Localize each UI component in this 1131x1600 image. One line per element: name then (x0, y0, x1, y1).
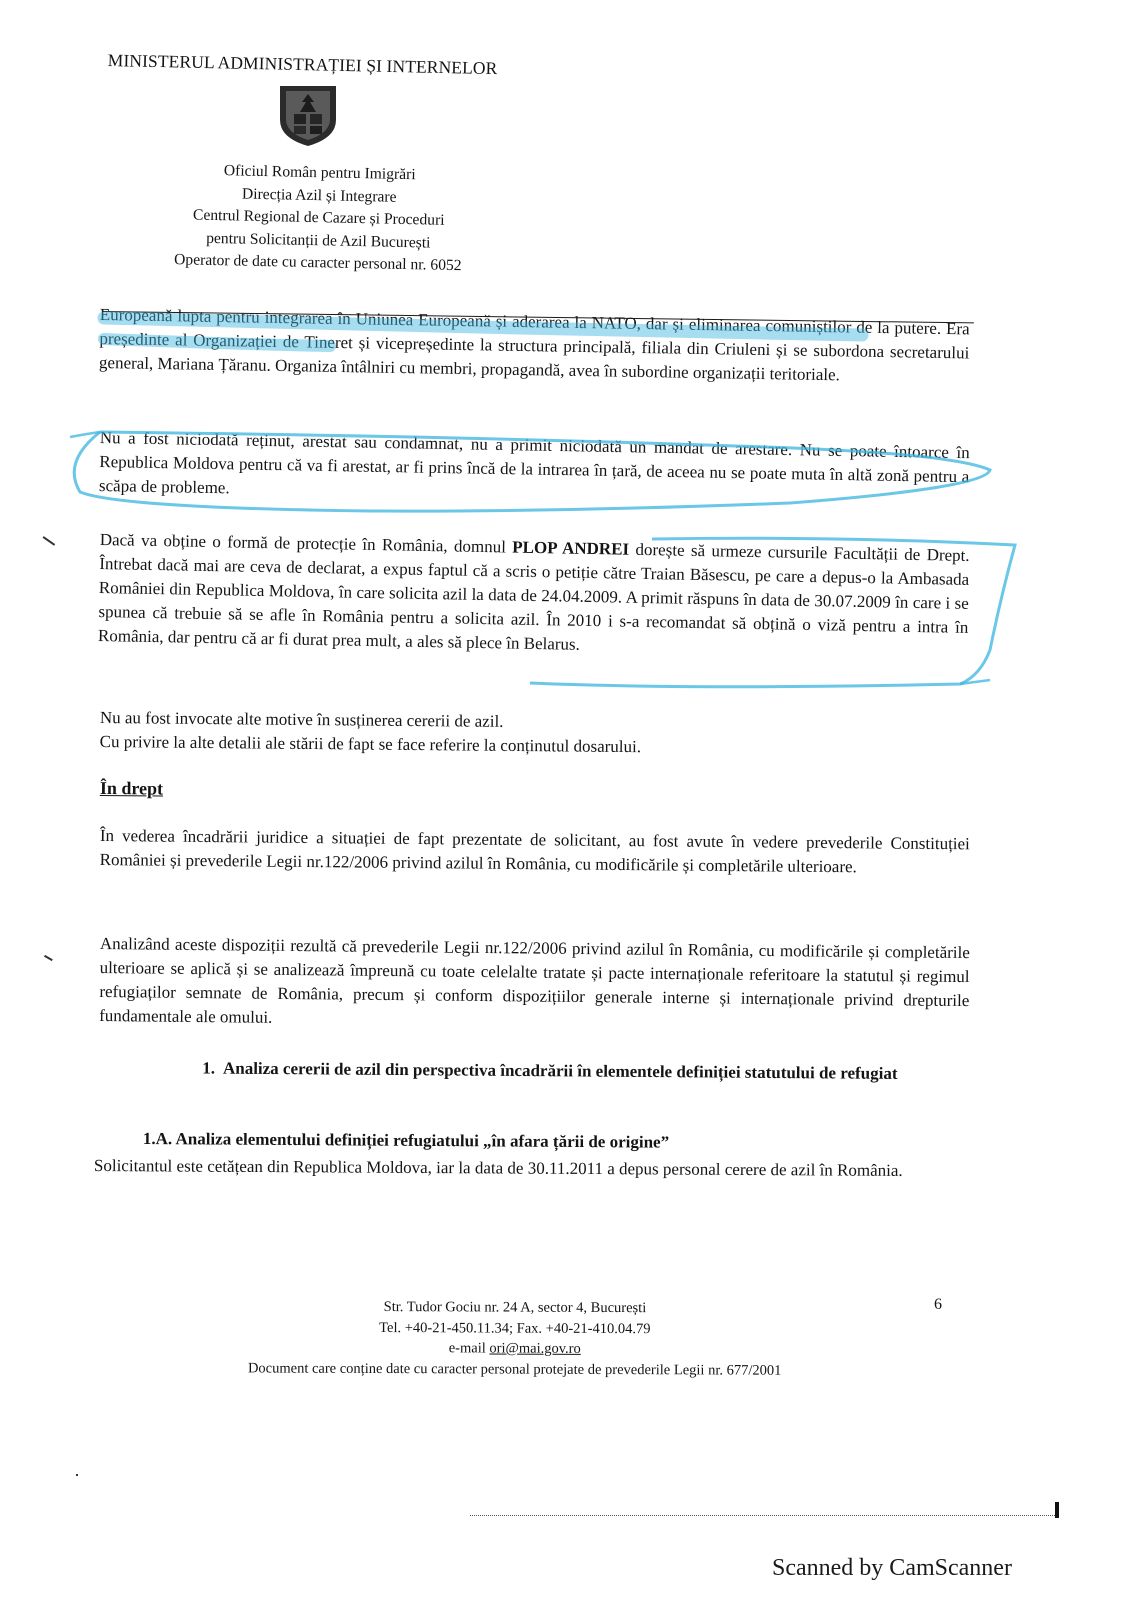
paragraph-text: Solicitantul este cetățean din Republica Moldova, iar la data de 30.11.2011 a depus personal cerere de azil în România. (93, 1156, 903, 1180)
scanner-watermark: Scanned by CamScanner (772, 1555, 1012, 1581)
paragraph-no-arrest (99, 426, 970, 513)
paragraph-petition (98, 528, 970, 664)
email-link[interactable]: ori@mai.gov.ro (489, 1340, 581, 1357)
paragraph-no-other-motives (100, 706, 970, 762)
highlight-bracket-tail (960, 680, 990, 684)
section-title-text: Analiza cererii de azil din perspectiva încadrării în elementele definiției statutului de refugiat (222, 1058, 898, 1083)
footer-phone: Tel. +40-21-450.11.34; Fax. +40-21-410.04.79 (379, 1319, 651, 1337)
ministry-title: MINISTERUL ADMINISTRAȚIEI ȘI INTERNELOR (107, 50, 498, 79)
office-line: Direcția Azil și Integrare (241, 185, 397, 206)
paragraph-legal-analysis (99, 932, 970, 1037)
scan-dotted-line (470, 1515, 1055, 1516)
paragraph-text: Analizând aceste dispoziții rezultă că prevederile Legii nr.122/2006 privind azilul în România, cu modificările și completările ulterioare se aplică și se analizează împreună cu toate celelalte tratate și pacte internaționale referitoare la statutul și regimul refugiaților semnate de România, precum și conform dispozițiilor generale interne și internaționale privind drepturile fundamentale ale omului. (99, 933, 970, 1027)
paragraph-line: Cu privire la alte detalii ale stării de fapt se face referire la conținutul dosarului. (99, 731, 642, 757)
romanian-coat-of-arms-icon (270, 82, 346, 148)
footer-notice: Document care conține date cu caracter personal protejate de prevederile Legii nr. 677/2001 (247, 1359, 782, 1379)
section-heading-in-drept: În drept (99, 778, 164, 799)
paragraph-text: Europeană lupta pentru integrarea în Uniunea Europeană și aderarea la NATO, dar și eliminarea comuniștilor de la putere. Era președinte al Organizației de Tineret și vicepreședinte la structura principală, filiala din Criuleni și se subordona secretarului general, Mariana Țăranu. Organiza întâlniri cu membri, propagandă, avea în subordine organizații teritoriale. (98, 304, 970, 385)
footer-email-label: e-mail (448, 1340, 490, 1357)
page-footer (150, 1296, 880, 1381)
office-header (118, 158, 520, 279)
footer-address: Str. Tudor Gociu nr. 24 A, sector 4, București (383, 1299, 647, 1317)
scan-mark (44, 955, 53, 961)
scan-mark (43, 536, 55, 545)
office-line: pentru Solicitanții de Azil București (205, 229, 431, 252)
paragraph-text: În vederea încadrării juridice a situației de fapt prezentate de solicitant, au fost avute în vedere prevederile Constituției României și prevederile Legii nr.122/2006 privind azilul în România, cu modificările și completările ulterioare. (99, 825, 970, 877)
paragraph-text: dorește să urmeze cursurile Facultății de Drept. Întrebat dacă mai are ceva de declarat, a expus faptul că a scris o petiție către Traian Băsescu, pe care a depus-o la Ambasada României din Republica Moldova, în care solicita azil la data de 24.04.2009. A primit răspuns în data de 30.07.2009 în care i se spunea că trebuie să se afle în România pentru a solicita azil. În 2010 i s-a recomandat să obțină o viză pentru a intra în România, dar pentru că ar fi durat prea mult, a ales să plece în Belarus. (97, 539, 970, 654)
page-number: 6 (934, 1296, 942, 1313)
office-line: Oficiul Român pentru Imigrări (223, 162, 416, 184)
scan-edge-mark (1055, 1502, 1059, 1518)
paragraph-line: Nu au fost invocate alte motive în susținerea cererii de azil. (99, 707, 504, 731)
office-line: Centrul Regional de Cazare și Proceduri (192, 206, 445, 229)
office-line: Operator de date cu caracter personal nr. 6052 (173, 251, 462, 275)
paragraph-text: Nu a fost niciodată reținut, arestat sau condamnat, nu a primit niciodată un mandat de arestare. Nu se poate întoarce în Republica Moldova pentru că va fi arestat, ar fi prins încă de la intrarea în țară, de aceea nu se poate muta în altă zonă pentru a scăpa de probleme. (98, 427, 970, 498)
applicant-name: PLOP ANDREI (512, 537, 630, 559)
paragraph-political-activity (99, 303, 970, 389)
section-number: 1. (202, 1058, 216, 1078)
scan-mark (76, 1474, 78, 1476)
highlight-arrow-tail (70, 432, 100, 437)
paragraph-text: Dacă va obține o formă de protecție în România, domnul (99, 529, 513, 557)
section-title-1 (140, 1056, 960, 1086)
paragraph-citizenship (94, 1154, 964, 1183)
subsection-title-1a: 1.A. Analiza elementului definiției refugiatului „în afara țării de origine” (142, 1129, 670, 1152)
paragraph-legal-framework (100, 824, 970, 880)
